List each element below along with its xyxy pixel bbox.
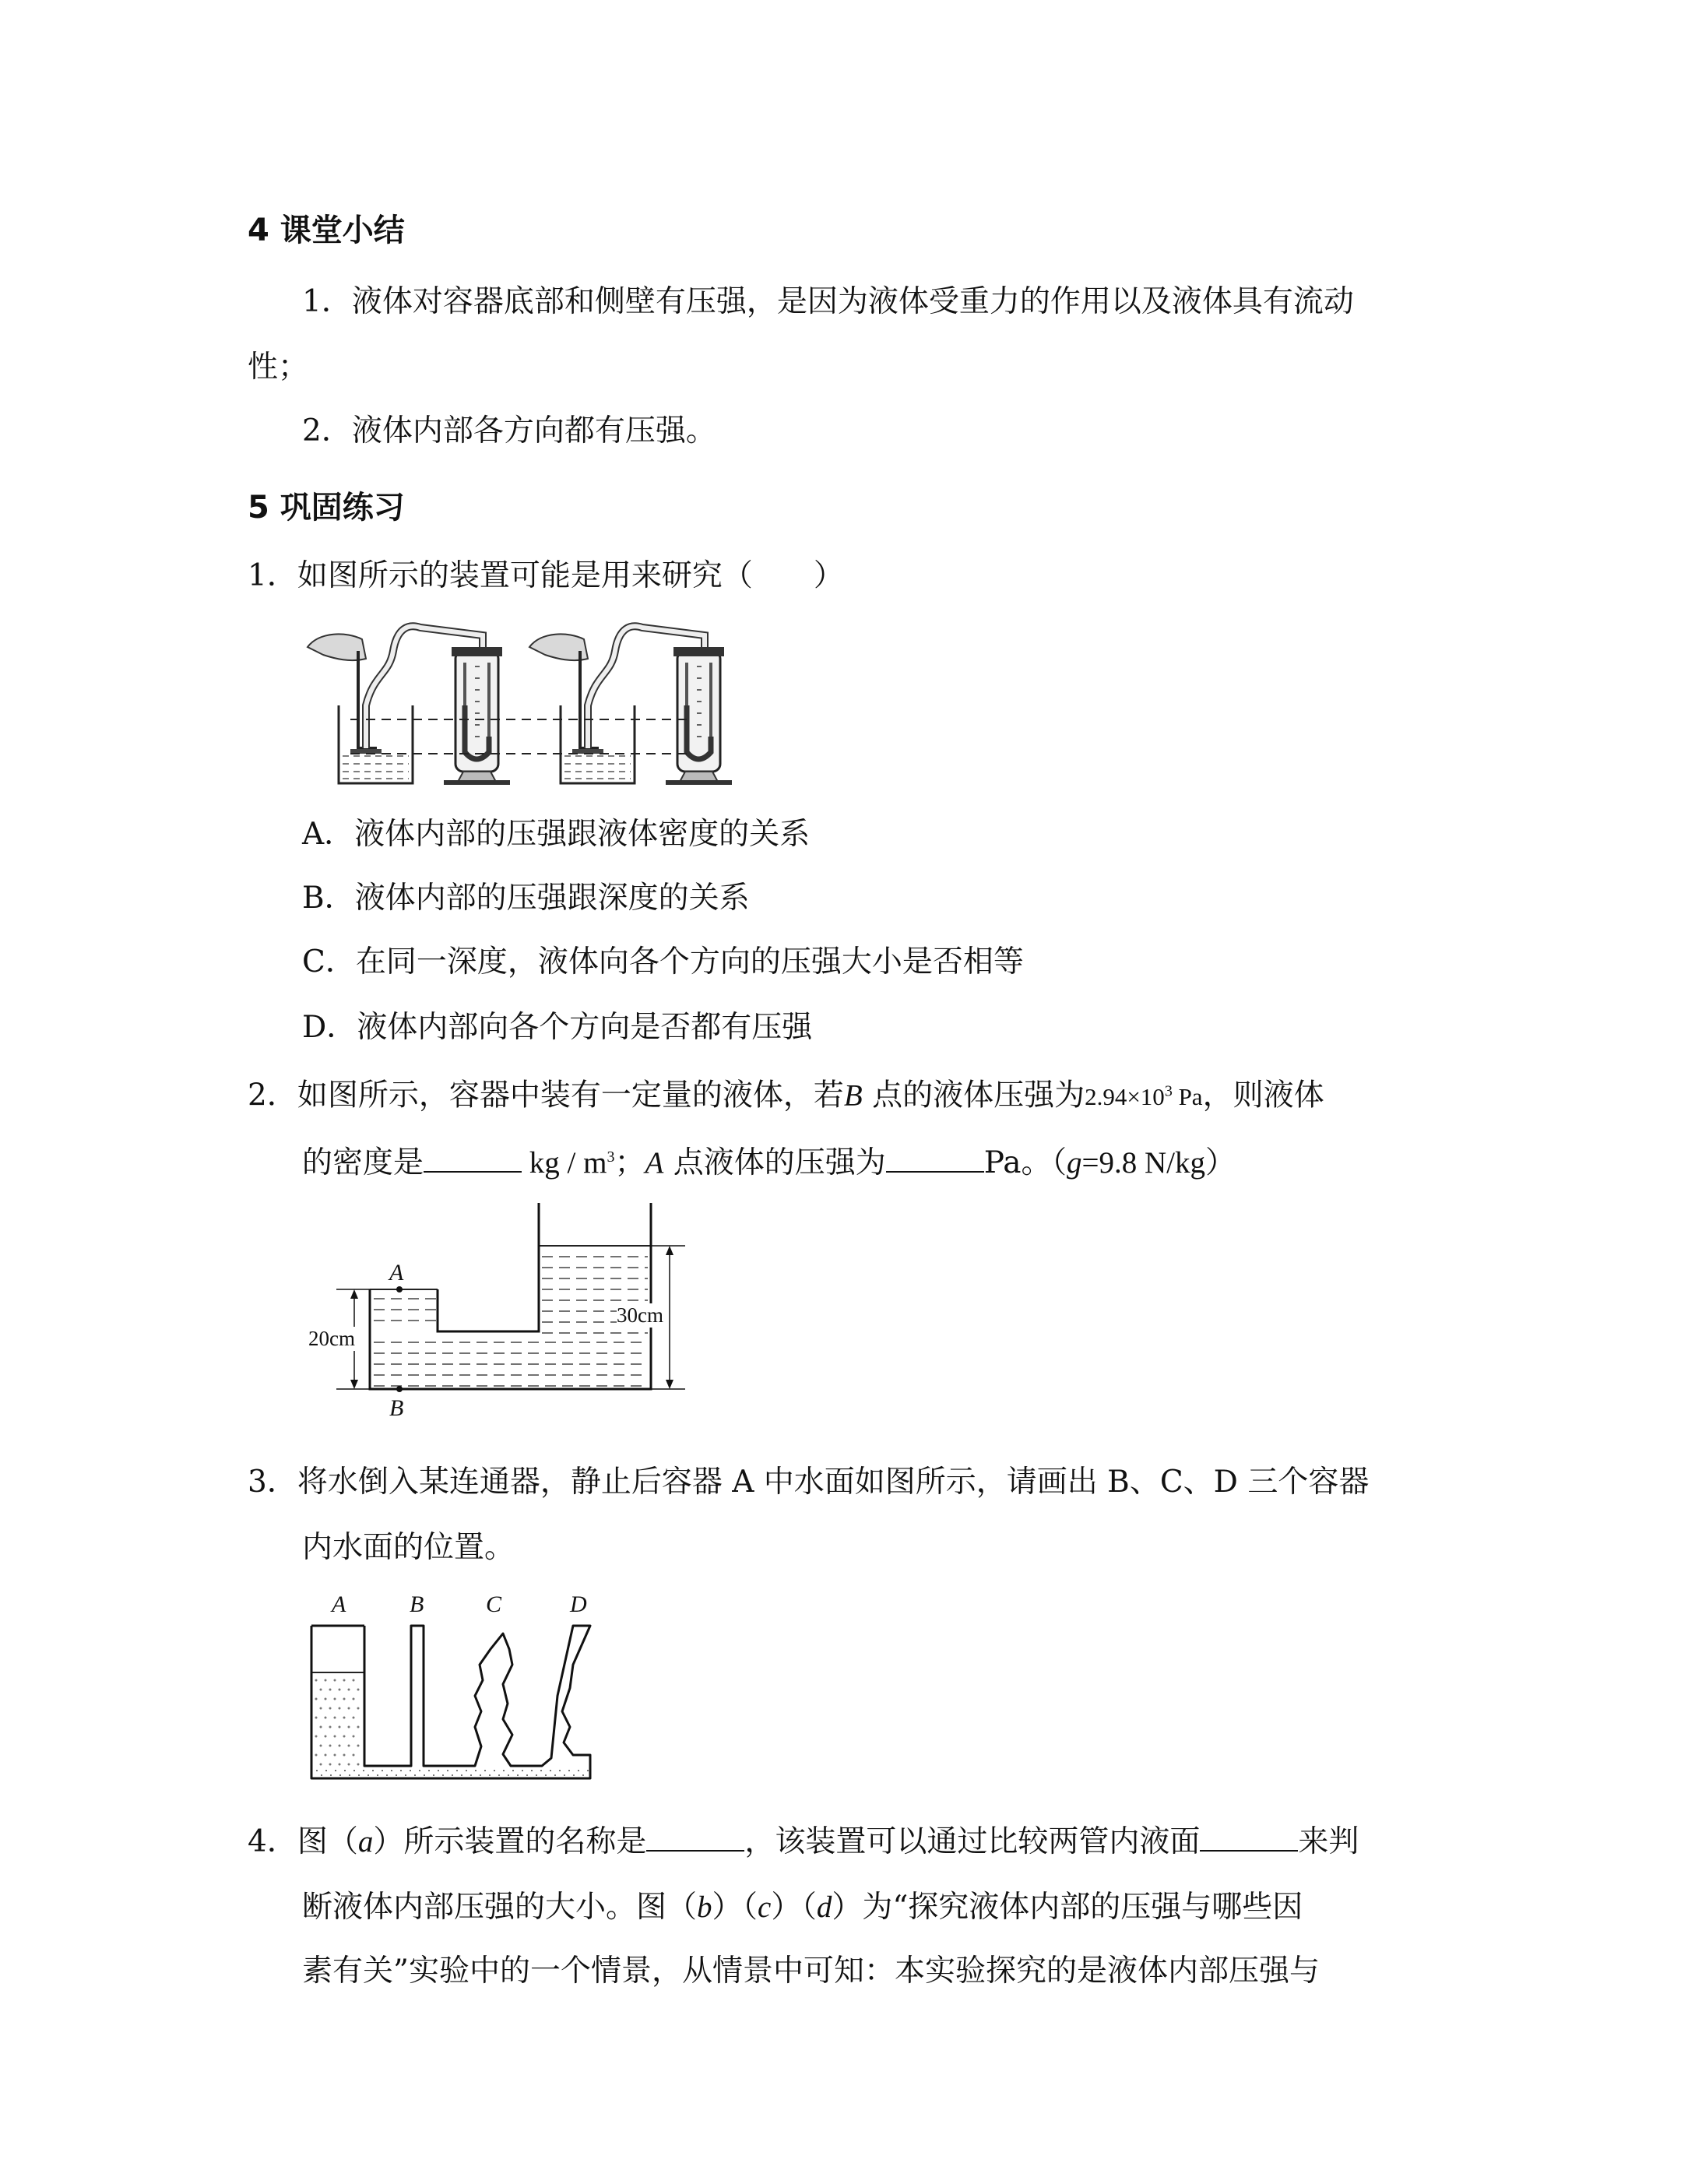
question-4-line-2: 断液体内部压强的大小。图（b）（c）（d）为“探究液体内部的压强与哪些因 bbox=[302, 1890, 1303, 1925]
point-a-marker bbox=[396, 1286, 403, 1292]
point-a-label: A bbox=[389, 1260, 404, 1285]
question-2-line-1: 2．如图所示，容器中装有一定量的液体，若B 点的液体压强为$2.94\times 10^3$ Pa，则液体 bbox=[248, 1078, 1324, 1113]
vessel-d-label: D bbox=[570, 1591, 587, 1617]
point-b-label: B bbox=[389, 1395, 404, 1421]
point-b-marker bbox=[396, 1386, 403, 1392]
summary-item-1-line-1: 1．液体对容器底部和侧壁有压强，是因为液体受重力的作用以及液体具有流动 bbox=[302, 284, 1354, 319]
question-3-communicating-vessels-figure bbox=[308, 1602, 604, 1781]
dimension-left-label: 20cm bbox=[308, 1327, 355, 1350]
summary-item-1-line-2: 性； bbox=[248, 350, 309, 385]
question-1-option-a: A．液体内部的压强跟液体密度的关系 bbox=[302, 817, 811, 852]
answer-blank[interactable] bbox=[886, 1145, 984, 1173]
answer-blank[interactable] bbox=[1200, 1824, 1298, 1852]
vessel-b-label: B bbox=[410, 1591, 424, 1617]
question-4-line-1: 4．图（a）所示装置的名称是 ，该装置可以通过比较两管内液面 来判 bbox=[248, 1824, 1359, 1859]
vessel-a-label: A bbox=[332, 1591, 346, 1617]
question-3-line-2: 内水面的位置。 bbox=[302, 1530, 515, 1565]
summary-item-2: 2．液体内部各方向都有压强。 bbox=[302, 413, 716, 448]
answer-blank[interactable] bbox=[424, 1145, 522, 1173]
section-4-heading: 4 课堂小结 bbox=[248, 213, 405, 248]
dimension-right-label: 30cm bbox=[617, 1303, 663, 1327]
question-1-option-d: D．液体内部向各个方向是否都有压强 bbox=[302, 1010, 813, 1045]
section-5-heading: 5 巩固练习 bbox=[248, 490, 405, 526]
question-1-stem: 1．如图所示的装置可能是用来研究（ ） bbox=[248, 558, 844, 593]
question-3-line-1: 3．将水倒入某连通器，静止后容器 A 中水面如图所示，请画出 B、C、D 三个容器 bbox=[248, 1465, 1370, 1500]
answer-blank[interactable] bbox=[646, 1824, 744, 1852]
vessel-c-label: C bbox=[486, 1591, 502, 1617]
question-1-option-c: C．在同一深度，液体向各个方向的压强大小是否相等 bbox=[302, 944, 1024, 979]
question-2-line-2: 的密度是 kg / $m^3$；A 点液体的压强为 Pa。（g=9.8 N/kg） bbox=[302, 1145, 1236, 1180]
question-1-figure bbox=[304, 628, 740, 783]
question-1-option-b: B．液体内部的压强跟深度的关系 bbox=[302, 881, 750, 916]
question-4-line-3: 素有关”实验中的一个情景，从情景中可知：本实验探究的是液体内部压强与 bbox=[302, 1954, 1320, 1989]
